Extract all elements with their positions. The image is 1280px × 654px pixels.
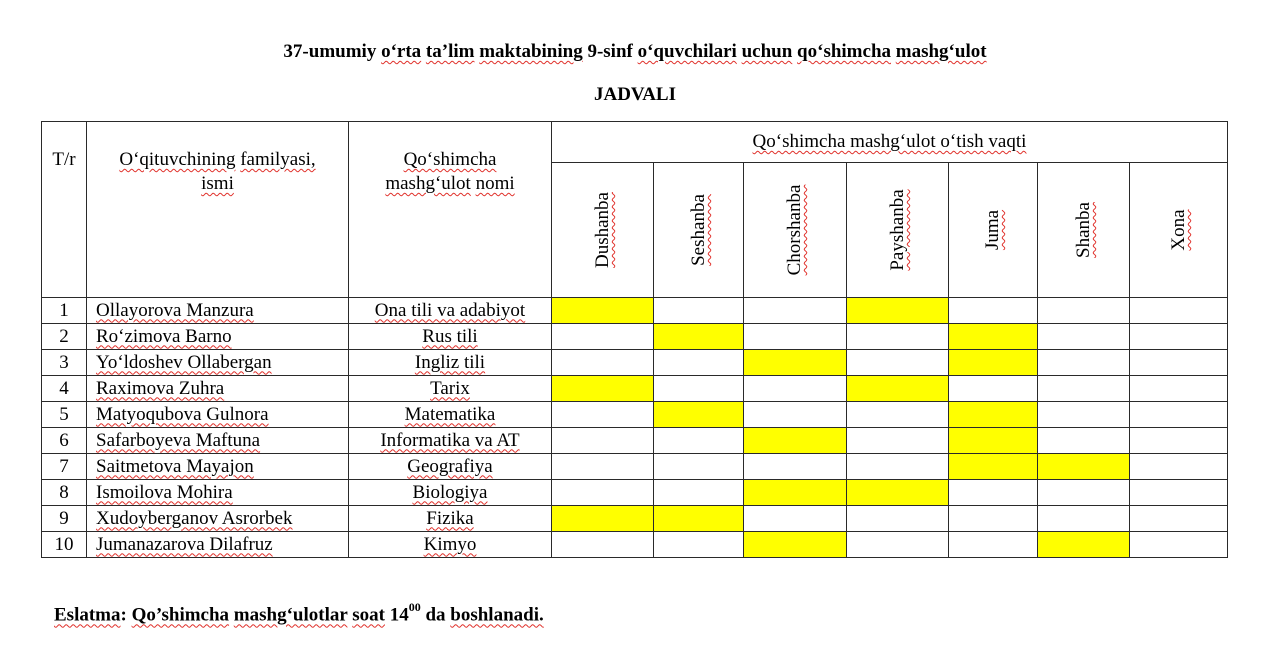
schedule-cell-shanba bbox=[1038, 324, 1130, 350]
header-schedule-group bbox=[552, 122, 1228, 163]
subject-name-text: Fizika bbox=[426, 507, 474, 529]
row-number: 5 bbox=[42, 402, 87, 428]
schedule-cell-juma bbox=[949, 350, 1038, 376]
schedule-cell-chorshanba bbox=[744, 298, 847, 324]
teacher-name bbox=[87, 506, 349, 532]
schedule-cell-juma bbox=[949, 376, 1038, 402]
schedule-cell-xona bbox=[1130, 376, 1228, 402]
header-day-juma bbox=[949, 163, 1038, 298]
footnote bbox=[54, 602, 544, 626]
schedule-cell-seshanba bbox=[654, 376, 744, 402]
schedule-cell-seshanba bbox=[654, 324, 744, 350]
teacher-name bbox=[87, 376, 349, 402]
header-day-label: Shanba bbox=[1072, 202, 1094, 258]
header-subject-label: Qo‘shimcha bbox=[403, 149, 497, 170]
note-text: da bbox=[420, 604, 451, 626]
teacher-name bbox=[87, 324, 349, 350]
note-label: Eslatma bbox=[54, 604, 121, 626]
schedule-cell-xona bbox=[1130, 454, 1228, 480]
table-row bbox=[42, 480, 1228, 506]
schedule-cell-xona bbox=[1130, 506, 1228, 532]
teacher-name bbox=[87, 532, 349, 558]
header-day-label: Dushanba bbox=[591, 192, 613, 268]
header-subject bbox=[349, 122, 552, 298]
schedule-cell-dushanba bbox=[552, 480, 654, 506]
schedule-cell-juma bbox=[949, 506, 1038, 532]
subject-name bbox=[349, 480, 552, 506]
subject-name bbox=[349, 532, 552, 558]
teacher-name-text: Ismoilova Mohira bbox=[96, 481, 233, 503]
schedule-cell-seshanba bbox=[654, 506, 744, 532]
teacher-name bbox=[87, 454, 349, 480]
schedule-cell-payshanba bbox=[847, 454, 949, 480]
schedule-cell-chorshanba bbox=[744, 506, 847, 532]
row-number: 2 bbox=[42, 324, 87, 350]
schedule-cell-juma bbox=[949, 532, 1038, 558]
header-subject-label: nomi bbox=[475, 173, 515, 194]
schedule-cell-shanba bbox=[1038, 402, 1130, 428]
schedule-cell-dushanba bbox=[552, 376, 654, 402]
teacher-name-text: Ollayorova Manzura bbox=[96, 299, 254, 321]
schedule-cell-seshanba bbox=[654, 402, 744, 428]
schedule-cell-dushanba bbox=[552, 298, 654, 324]
schedule-cell-payshanba bbox=[847, 532, 949, 558]
row-number: 4 bbox=[42, 376, 87, 402]
subject-name-text: Biologiya bbox=[412, 481, 488, 503]
teacher-name-text: Safarboyeva Maftuna bbox=[96, 429, 261, 451]
schedule-cell-xona bbox=[1130, 428, 1228, 454]
schedule-cell-seshanba bbox=[654, 532, 744, 558]
schedule-cell-seshanba bbox=[654, 428, 744, 454]
title-text: maktabining bbox=[479, 41, 583, 62]
teacher-name-text: Matyoqubova Gulnora bbox=[96, 403, 269, 425]
schedule-cell-chorshanba bbox=[744, 402, 847, 428]
table-row bbox=[42, 376, 1228, 402]
schedule-cell-chorshanba bbox=[744, 376, 847, 402]
schedule-cell-shanba bbox=[1038, 532, 1130, 558]
teacher-name bbox=[87, 350, 349, 376]
teacher-name-text: Yo‘ldoshev Ollabergan bbox=[96, 351, 272, 373]
title-text: 37-umumiy bbox=[283, 41, 382, 62]
subject-name-text: Ona tili va adabiyot bbox=[374, 299, 526, 321]
header-day-label: Xona bbox=[1167, 209, 1189, 251]
schedule-cell-shanba bbox=[1038, 298, 1130, 324]
schedule-cell-xona bbox=[1130, 350, 1228, 376]
schedule-table bbox=[41, 121, 1228, 558]
schedule-cell-seshanba bbox=[654, 480, 744, 506]
schedule-cell-xona bbox=[1130, 324, 1228, 350]
header-day-xona bbox=[1130, 163, 1228, 298]
row-number: 1 bbox=[42, 298, 87, 324]
schedule-cell-chorshanba bbox=[744, 454, 847, 480]
title-text: 9-sinf bbox=[582, 41, 638, 62]
schedule-cell-xona bbox=[1130, 298, 1228, 324]
subject-name-text: Tarix bbox=[430, 377, 470, 399]
title-text: o‘rta bbox=[381, 41, 422, 62]
header-teacher bbox=[87, 122, 349, 298]
schedule-cell-juma bbox=[949, 298, 1038, 324]
note-hour: 14 bbox=[389, 604, 409, 626]
document-subtitle: JADVALI bbox=[593, 84, 676, 105]
subject-name bbox=[349, 428, 552, 454]
header-day-payshanba bbox=[847, 163, 949, 298]
row-number: 9 bbox=[42, 506, 87, 532]
header-day-label: Payshanba bbox=[886, 189, 908, 271]
header-day-dushanba bbox=[552, 163, 654, 298]
schedule-cell-juma bbox=[949, 428, 1038, 454]
subject-name bbox=[349, 298, 552, 324]
row-number: 6 bbox=[42, 428, 87, 454]
schedule-cell-payshanba bbox=[847, 376, 949, 402]
header-day-label: Chorshanba bbox=[784, 184, 805, 276]
schedule-cell-dushanba bbox=[552, 428, 654, 454]
schedule-cell-payshanba bbox=[847, 402, 949, 428]
schedule-cell-seshanba bbox=[654, 454, 744, 480]
row-number: 8 bbox=[42, 480, 87, 506]
schedule-cell-juma bbox=[949, 480, 1038, 506]
schedule-cell-dushanba bbox=[552, 350, 654, 376]
header-day-chorshanba bbox=[744, 163, 847, 298]
header-day-seshanba bbox=[654, 163, 744, 298]
title-text: qo‘shimcha bbox=[797, 41, 892, 62]
subject-name bbox=[349, 350, 552, 376]
table-row bbox=[42, 298, 1228, 324]
table-row bbox=[42, 324, 1228, 350]
teacher-name bbox=[87, 480, 349, 506]
row-number: 10 bbox=[42, 532, 87, 558]
schedule-cell-chorshanba bbox=[744, 480, 847, 506]
header-num-label: T/r bbox=[52, 149, 76, 170]
schedule-cell-dushanba bbox=[552, 324, 654, 350]
row-number: 3 bbox=[42, 350, 87, 376]
teacher-name-text: Raximova Zuhra bbox=[96, 377, 225, 399]
subject-name-text: Rus tili bbox=[422, 325, 478, 347]
row-number: 7 bbox=[42, 454, 87, 480]
schedule-cell-chorshanba bbox=[744, 532, 847, 558]
header-teacher-label: familyasi, bbox=[240, 149, 316, 170]
schedule-cell-chorshanba bbox=[744, 324, 847, 350]
subject-name-text: Informatika va AT bbox=[380, 429, 520, 451]
subject-name bbox=[349, 454, 552, 480]
schedule-cell-dushanba bbox=[552, 506, 654, 532]
schedule-cell-shanba bbox=[1038, 480, 1130, 506]
header-teacher-label: O‘qituvchining bbox=[119, 149, 236, 170]
schedule-cell-shanba bbox=[1038, 428, 1130, 454]
note-text: soat bbox=[352, 604, 385, 626]
subject-name bbox=[349, 402, 552, 428]
document-title bbox=[0, 41, 1270, 63]
teacher-name-text: Xudoyberganov Asrorbek bbox=[96, 507, 293, 529]
schedule-cell-juma bbox=[949, 454, 1038, 480]
note-text: boshlanadi. bbox=[450, 604, 544, 626]
header-day-label: Seshanba bbox=[687, 194, 709, 266]
schedule-cell-payshanba bbox=[847, 324, 949, 350]
subject-name bbox=[349, 324, 552, 350]
schedule-cell-xona bbox=[1130, 402, 1228, 428]
schedule-cell-xona bbox=[1130, 480, 1228, 506]
schedule-cell-chorshanba bbox=[744, 350, 847, 376]
schedule-cell-shanba bbox=[1038, 454, 1130, 480]
title-text: uchun bbox=[741, 41, 793, 62]
subject-name-text: Ingliz tili bbox=[414, 351, 486, 373]
note-minutes: 00 bbox=[408, 600, 421, 614]
subject-name-text: Geografiya bbox=[407, 455, 493, 477]
schedule-cell-xona bbox=[1130, 532, 1228, 558]
schedule-cell-shanba bbox=[1038, 376, 1130, 402]
schedule-cell-payshanba bbox=[847, 480, 949, 506]
table-row bbox=[42, 350, 1228, 376]
header-schedule-label: Qo‘shimcha mashg‘ulot o‘tish vaqti bbox=[752, 131, 1027, 152]
teacher-name bbox=[87, 428, 349, 454]
table-row bbox=[42, 428, 1228, 454]
schedule-cell-chorshanba bbox=[744, 428, 847, 454]
teacher-name-text: Saitmetova Mayajon bbox=[96, 455, 254, 477]
teacher-name-text: Ro‘zimova Barno bbox=[96, 325, 232, 347]
header-teacher-label: ismi bbox=[201, 173, 234, 194]
schedule-cell-dushanba bbox=[552, 532, 654, 558]
schedule-cell-shanba bbox=[1038, 506, 1130, 532]
header-day-shanba bbox=[1038, 163, 1130, 298]
schedule-cell-juma bbox=[949, 402, 1038, 428]
schedule-cell-payshanba bbox=[847, 506, 949, 532]
schedule-cell-seshanba bbox=[654, 298, 744, 324]
schedule-cell-juma bbox=[949, 324, 1038, 350]
schedule-cell-payshanba bbox=[847, 350, 949, 376]
schedule-cell-dushanba bbox=[552, 454, 654, 480]
header-num bbox=[42, 122, 87, 298]
subject-name-text: Matematika bbox=[404, 403, 496, 425]
subject-name bbox=[349, 376, 552, 402]
note-text: Qo’shimcha bbox=[131, 604, 230, 626]
note-text: : bbox=[120, 604, 132, 626]
title-text: ta’lim bbox=[425, 41, 475, 62]
teacher-name bbox=[87, 298, 349, 324]
schedule-cell-payshanba bbox=[847, 298, 949, 324]
table-row bbox=[42, 402, 1228, 428]
table-row bbox=[42, 454, 1228, 480]
subject-name bbox=[349, 506, 552, 532]
schedule-cell-shanba bbox=[1038, 350, 1130, 376]
schedule-cell-seshanba bbox=[654, 350, 744, 376]
table-row bbox=[42, 532, 1228, 558]
subject-name-text: Kimyo bbox=[423, 533, 477, 555]
note-text: mashg‘ulotlar bbox=[233, 604, 348, 626]
title-text: o‘quvchilari bbox=[637, 41, 737, 62]
table-row bbox=[42, 506, 1228, 532]
schedule-cell-payshanba bbox=[847, 428, 949, 454]
title-text: mashg‘ulot bbox=[895, 41, 987, 62]
header-day-label: Juma bbox=[982, 209, 1003, 251]
header-subject-label: mashg‘ulot bbox=[385, 173, 471, 194]
teacher-name bbox=[87, 402, 349, 428]
teacher-name-text: Jumanazarova Dilafruz bbox=[96, 533, 273, 555]
schedule-cell-dushanba bbox=[552, 402, 654, 428]
